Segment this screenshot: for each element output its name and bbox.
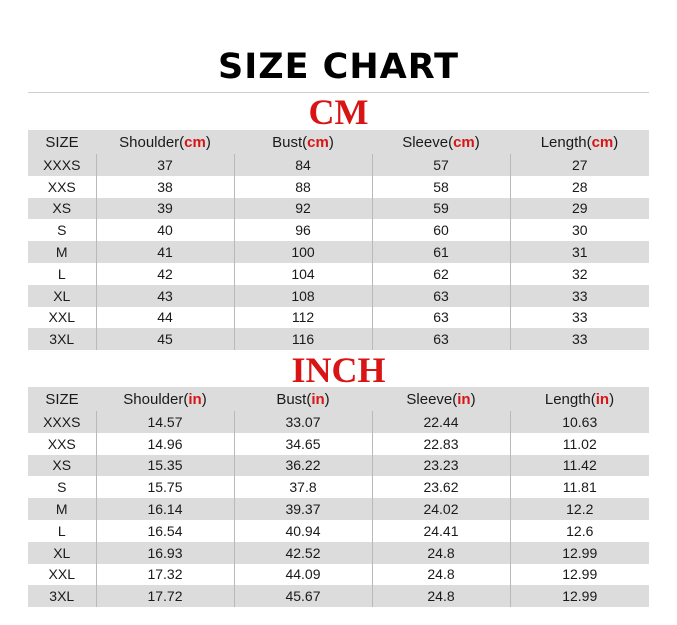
column-header: Sleeve(in) — [406, 390, 476, 408]
measurement-cell: 57 — [372, 154, 510, 176]
measurement-cell: 43 — [96, 285, 234, 307]
measurement-cell: 15.35 — [96, 455, 234, 477]
measurement-cell: 41 — [96, 241, 234, 263]
header-row — [28, 130, 649, 154]
measurement-cell: 33.07 — [234, 411, 372, 433]
size-cell: XXL — [48, 309, 75, 326]
table-row — [28, 307, 649, 329]
column-header-label: SIZE — [45, 390, 79, 408]
measurement-cell: 100 — [234, 241, 372, 263]
column-header — [28, 130, 96, 154]
measurement-cell: 12.6 — [510, 520, 649, 542]
table-row — [28, 542, 649, 564]
size-cell: XXXS — [43, 413, 81, 430]
measurement-cell: 30 — [510, 219, 649, 241]
measurement-cell: 62 — [372, 263, 510, 285]
header-row — [28, 387, 649, 411]
measurement-cell: 88 — [234, 176, 372, 198]
measurement-cell: 16.54 — [96, 520, 234, 542]
size-cell: 3XL — [49, 331, 75, 348]
column-header: Shoulder(in) — [123, 390, 207, 408]
unit-label: in — [457, 390, 471, 408]
measurement-cell: 38 — [96, 176, 234, 198]
size-cell: XS — [52, 457, 72, 474]
measurement-cell: 63 — [372, 307, 510, 329]
measurement-cell: 40.94 — [234, 520, 372, 542]
measurement-cell: 11.81 — [510, 476, 649, 498]
column-header-label: Bust — [272, 133, 303, 151]
measurement-cell: 45.67 — [234, 585, 372, 607]
size-cell: XXXS — [43, 156, 81, 173]
measurement-cell: 34.65 — [234, 433, 372, 455]
size-cell: XXS — [47, 178, 76, 195]
measurement-cell: 24.02 — [372, 498, 510, 520]
measurement-cell: 63 — [372, 285, 510, 307]
measurement-cell: 84 — [234, 154, 372, 176]
column-header: Bust(cm) — [272, 133, 334, 151]
unit-label: cm — [453, 133, 475, 151]
size-cell: XL — [53, 544, 71, 561]
measurement-cell: 33 — [510, 285, 649, 307]
table-row — [28, 176, 649, 198]
table-row — [28, 263, 649, 285]
measurement-cell: 44.09 — [234, 564, 372, 586]
measurement-cell: 104 — [234, 263, 372, 285]
inch-size-table — [28, 387, 649, 607]
column-header-label: SIZE — [45, 133, 79, 151]
size-cell: M — [55, 501, 68, 518]
measurement-cell: 37.8 — [234, 476, 372, 498]
measurement-cell: 33 — [510, 307, 649, 329]
size-cell: M — [55, 244, 68, 261]
measurement-cell: 39.37 — [234, 498, 372, 520]
size-cell: XXL — [48, 566, 75, 583]
measurement-cell: 12.99 — [510, 564, 649, 586]
measurement-cell: 14.96 — [96, 433, 234, 455]
measurement-cell: 27 — [510, 154, 649, 176]
measurement-cell: 24.8 — [372, 585, 510, 607]
measurement-cell: 112 — [234, 307, 372, 329]
measurement-cell: 16.14 — [96, 498, 234, 520]
unit-label: cm — [591, 133, 614, 151]
measurement-cell: 29 — [510, 198, 649, 220]
column-header: Shoulder(cm) — [119, 133, 211, 151]
measurement-cell: 24.8 — [372, 542, 510, 564]
column-header-label: Length — [540, 133, 587, 151]
measurement-cell: 24.41 — [372, 520, 510, 542]
table-row — [28, 241, 649, 263]
measurement-cell: 58 — [372, 176, 510, 198]
measurement-cell: 42 — [96, 263, 234, 285]
measurement-cell: 23.23 — [372, 455, 510, 477]
measurement-cell: 14.57 — [96, 411, 234, 433]
measurement-cell: 116 — [234, 328, 372, 350]
column-header: Length(cm) — [540, 133, 619, 151]
column-header: Length(in) — [544, 390, 615, 408]
table-row — [28, 198, 649, 220]
table-row — [28, 564, 649, 586]
measurement-cell: 11.42 — [510, 455, 649, 477]
measurement-cell: 32 — [510, 263, 649, 285]
measurement-cell: 44 — [96, 307, 234, 329]
column-header-label: Sleeve — [402, 133, 449, 151]
unit-label: cm — [184, 133, 206, 151]
column-header-label: Shoulder — [119, 133, 180, 151]
column-header — [28, 387, 96, 411]
measurement-cell: 17.72 — [96, 585, 234, 607]
table-row — [28, 219, 649, 241]
table-row — [28, 328, 649, 350]
inch-section-title: INCH — [291, 350, 386, 390]
unit-label: in — [595, 390, 610, 408]
measurement-cell: 16.93 — [96, 542, 234, 564]
measurement-cell: 61 — [372, 241, 510, 263]
measurement-cell: 22.44 — [372, 411, 510, 433]
column-header-label: Sleeve — [406, 390, 453, 408]
measurement-cell: 108 — [234, 285, 372, 307]
column-header: Sleeve(cm) — [402, 133, 480, 151]
size-cell: 3XL — [49, 588, 75, 605]
column-header-label: Bust — [276, 390, 307, 408]
size-cell: XXS — [47, 435, 76, 452]
size-cell: S — [57, 479, 67, 496]
measurement-cell: 42.52 — [234, 542, 372, 564]
unit-label: cm — [307, 133, 329, 151]
measurement-cell: 11.02 — [510, 433, 649, 455]
measurement-cell: 59 — [372, 198, 510, 220]
table-row — [28, 285, 649, 307]
measurement-cell: 39 — [96, 198, 234, 220]
unit-label: in — [311, 390, 325, 408]
measurement-cell: 22.83 — [372, 433, 510, 455]
measurement-cell: 92 — [234, 198, 372, 220]
cm-section-title: CM — [308, 92, 369, 132]
measurement-cell: 23.62 — [372, 476, 510, 498]
measurement-cell: 15.75 — [96, 476, 234, 498]
table-row — [28, 154, 649, 176]
measurement-cell: 96 — [234, 219, 372, 241]
table-row — [28, 433, 649, 455]
table-row — [28, 476, 649, 498]
measurement-cell: 10.63 — [510, 411, 649, 433]
measurement-cell: 28 — [510, 176, 649, 198]
table-row — [28, 498, 649, 520]
measurement-cell: 45 — [96, 328, 234, 350]
column-header-label: Shoulder — [123, 390, 184, 408]
measurement-cell: 37 — [96, 154, 234, 176]
unit-label: in — [188, 390, 202, 408]
cm-size-table — [28, 130, 649, 350]
table-row — [28, 411, 649, 433]
measurement-cell: 63 — [372, 328, 510, 350]
column-header: Bust(in) — [276, 390, 330, 408]
size-cell: L — [57, 265, 66, 282]
measurement-cell: 60 — [372, 219, 510, 241]
table-row — [28, 585, 649, 607]
page-title: SIZE CHART — [217, 47, 460, 87]
table-row — [28, 520, 649, 542]
measurement-cell: 24.8 — [372, 564, 510, 586]
size-cell: S — [57, 222, 67, 239]
size-cell: XS — [52, 200, 72, 217]
measurement-cell: 40 — [96, 219, 234, 241]
column-header-label: Length — [544, 390, 591, 408]
measurement-cell: 36.22 — [234, 455, 372, 477]
measurement-cell: 12.2 — [510, 498, 649, 520]
measurement-cell: 31 — [510, 241, 649, 263]
measurement-cell: 12.99 — [510, 542, 649, 564]
size-cell: XL — [53, 287, 71, 304]
measurement-cell: 12.99 — [510, 585, 649, 607]
measurement-cell: 17.32 — [96, 564, 234, 586]
table-row — [28, 455, 649, 477]
size-cell: L — [57, 522, 66, 539]
measurement-cell: 33 — [510, 328, 649, 350]
